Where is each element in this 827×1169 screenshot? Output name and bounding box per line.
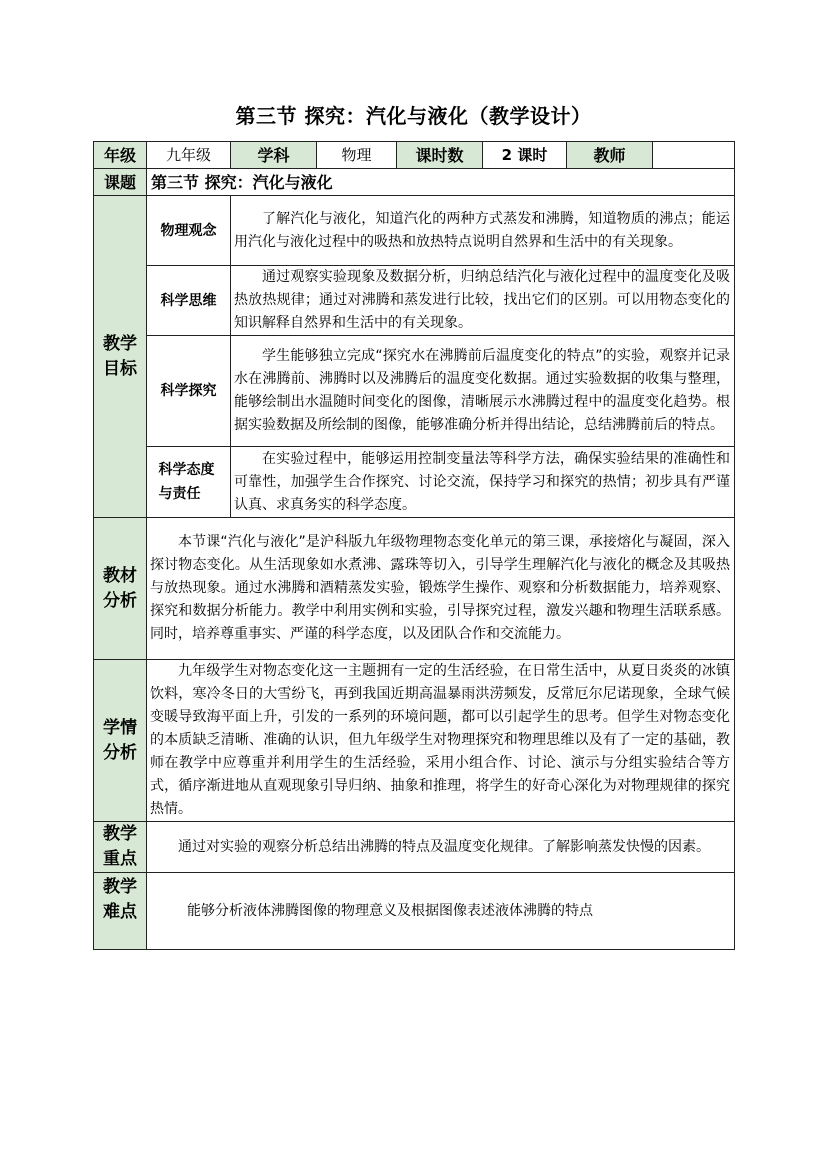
objectives-label-text: 教学目标 xyxy=(103,333,137,379)
key-points-row xyxy=(94,822,735,873)
objective-text: 在实验过程中，能够运用控制变量法等科学方法，确保实验结果的准确性和可靠性，加强学生合作探究、讨论交流，保持学习和探究的热情；初步具有严谨认真、求真务实的科学态度。 xyxy=(231,447,735,518)
key-points-label-text: 教学重点 xyxy=(103,824,137,869)
topic-value: 第三节 探究：汽化与液化 xyxy=(147,169,735,196)
student-analysis-row xyxy=(94,660,735,822)
hours-value: 2 课时 xyxy=(483,142,567,169)
student-analysis-label xyxy=(94,660,147,822)
difficulties-row xyxy=(94,873,735,950)
objective-name: 物理观念 xyxy=(147,196,231,266)
textbook-analysis-text: 本节课“汽化与液化”是沪科版九年级物理物态变化单元的第三课，承接熔化与凝固，深入探讨物态变化。从生活现象如水煮沸、露珠等切入，引导学生理解汽化与液化的概念及其吸热与放热现象。通过水沸腾和酒精蒸发实验，锻炼学生操作、观察和分析数据能力，培养观察、探究和数据分析能力。教学中利用实例和实验，引导探究过程，激发兴趣和物理生活联系感。同时，培养尊重事实、严谨的科学态度，以及团队合作和交流能力。 xyxy=(147,518,735,660)
topic-label: 课题 xyxy=(94,169,147,196)
objective-text: 学生能够独立完成“探究水在沸腾前后温度变化的特点”的实验，观察并记录水在沸腾前、沸腾时以及沸腾后的温度变化数据。通过实验数据的收集与整理，能够绘制出水温随时间变化的图像，清晰展示水沸腾过程中的温度变化趋势。根据实验数据及所绘制的图像，能够准确分析并得出结论，总结沸腾前后的特点。 xyxy=(231,336,735,447)
key-points-text: 通过对实验的观察分析总结出沸腾的特点及温度变化规律。了解影响蒸发快慢的因素。 xyxy=(147,822,735,873)
student-analysis-text: 九年级学生对物态变化这一主题拥有一定的生活经验，在日常生活中，从夏日炎炎的冰镇饮料，寒冷冬日的大雪纷飞，再到我国近期高温暴雨洪涝频发，反常厄尔尼诺现象，全球气候变暖导致海平面上升，引发的一系列的环境问题，都可以引起学生的思考。但学生对物态变化的本质缺乏清晰、准确的认识，但九年级学生对物理探究和物理思维以及有了一定的基础，教师在教学中应尊重并利用学生的生活经验，采用小组合作、讨论、演示与分组实验结合等方式，循序渐进地从直观现象引导归纳、抽象和推理，将学生的好奇心深化为对物理规律的探究热情。 xyxy=(147,660,735,822)
objective-text: 了解汽化与液化，知道汽化的两种方式蒸发和沸腾，知道物质的沸点；能运用汽化与液化过程中的吸热和放热特点说明自然界和生活中的有关现象。 xyxy=(231,196,735,266)
teacher-value xyxy=(653,142,735,169)
textbook-analysis-label xyxy=(94,518,147,660)
key-points-label xyxy=(94,822,147,873)
objective-text: 通过观察实验现象及数据分析，归纳总结汽化与液化过程中的温度变化及吸热放热规律；通过对沸腾和蒸发进行比较，找出它们的区别。可以用物态变化的知识解释自然界和生活中的有关现象。 xyxy=(231,266,735,336)
textbook-analysis-row xyxy=(94,518,735,660)
hours-label: 课时数 xyxy=(397,142,483,169)
objective-name: 科学探究 xyxy=(147,336,231,447)
difficulties-label xyxy=(94,873,147,950)
objectives-label xyxy=(94,196,147,518)
difficulties-text: 能够分析液体沸腾图像的物理意义及根据图像表述液体沸腾的特点 xyxy=(147,873,735,950)
student-analysis-label-text: 学情分析 xyxy=(103,717,137,763)
subject-label: 学科 xyxy=(231,142,317,169)
grade-value: 九年级 xyxy=(147,142,231,169)
grade-label: 年级 xyxy=(94,142,147,169)
header-row xyxy=(94,142,735,169)
lesson-plan-table xyxy=(93,141,735,950)
subject-value: 物理 xyxy=(317,142,397,169)
page-title: 第三节 探究：汽化与液化（教学设计） xyxy=(235,104,592,128)
teacher-label: 教师 xyxy=(567,142,653,169)
objective-row xyxy=(94,266,735,336)
topic-row xyxy=(94,169,735,196)
objective-row xyxy=(94,336,735,447)
objective-name: 科学思维 xyxy=(147,266,231,336)
objective-row xyxy=(94,447,735,518)
objective-name-text: 科学态度与责任 xyxy=(158,462,215,502)
difficulties-label-text: 教学难点 xyxy=(103,877,137,922)
objective-name xyxy=(147,447,231,518)
textbook-analysis-label-text: 教材分析 xyxy=(103,565,137,611)
objective-row xyxy=(94,196,735,266)
